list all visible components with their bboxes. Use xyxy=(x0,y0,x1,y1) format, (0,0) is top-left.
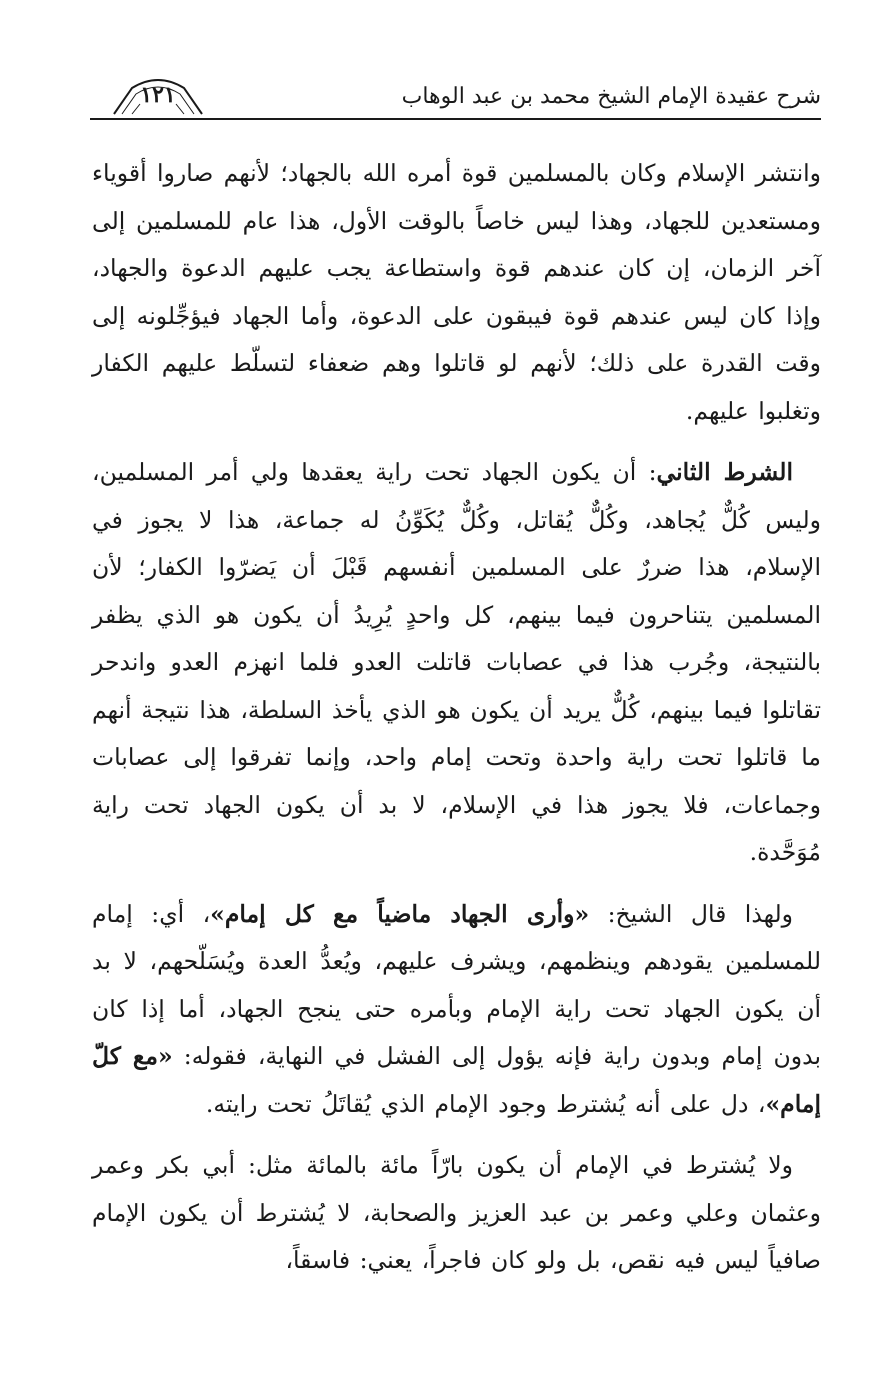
paragraph xyxy=(92,891,821,1129)
section-heading: الشرط الثاني xyxy=(656,458,793,486)
page-number: ١٢١ xyxy=(140,82,176,108)
paragraph xyxy=(92,1142,821,1285)
paragraph-text: ولا يُشترط في الإمام أن يكون بارّاً مائة بالمائة مثل: أبي بكر وعمر وعثمان وعلي وعمر بن عبد العزيز والصحابة، لا يُشترط أن يكون الإمام صافياً ليس فيه نقص، بل ولو كان فاجراً، يعني: فاسقاً، xyxy=(92,1151,821,1274)
quoted-text: «مع كلّ إمام» xyxy=(92,1042,821,1118)
running-title: شرح عقيدة الإمام الشيخ محمد بن عبد الوهاب xyxy=(401,84,821,109)
paragraph-text: وانتشر الإسلام وكان بالمسلمين قوة أمره الله بالجهاد؛ لأنهم صاروا أقوياء ومستعدين للجهاد، وهذا ليس خاصاً بالوقت الأول، هذا عام للمسلمين إلى آخر الزمان، إن كان عندهم قوة واستطاعة يجب عليهم الدعوة والجهاد، وإذا كان ليس عندهم قوة فيبقون على الدعوة، وأما الجهاد فيؤجِّلونه إلى وقت القدرة على ذلك؛ لأنهم لو قاتلوا وهم ضعفاء لتسلّط عليهم الكفار وتغلبوا عليهم. xyxy=(92,159,821,425)
paragraph xyxy=(92,150,821,435)
quoted-text: «وأرى الجهاد ماضياً مع كل إمام» xyxy=(210,899,590,928)
body-text xyxy=(92,150,821,1285)
paragraph-text: ولهذا قال الشيخ: xyxy=(589,899,793,928)
page-number-ornament xyxy=(110,74,206,116)
header-divider xyxy=(90,118,821,120)
paragraph-text: : أن يكون الجهاد تحت راية يعقدها ولي أمر المسلمين، وليس كُلٌّ يُجاهد، وكُلٌّ يُقاتل، وكُلٌّ يُكَوِّنُ له جماعة، هذا لا يجوز في الإسلام، هذا ضررٌ على المسلمين أنفسهم قَبْلَ أن يَضرّوا الكفار؛ لأن المسلمين يتناحرون فيما بينهم، كل واحدٍ يُرِيدُ أن يكون هو الذي يظفر بالنتيجة، وجُرب هذا في عصابات قاتلت العدو فلما انهزم العدو واندحر تقاتلوا فيما بينهم، كُلٌّ يريد أن يكون هو الذي يأخذ السلطة، هذا نتيجة أنهم ما قاتلوا تحت راية واحدة وتحت إمام واحد، وإنما تفرقوا إلى عصابات وجماعات، فلا يجوز هذا في الإسلام، لا بد أن يكون الجهاد تحت راية مُوَحَّدة. xyxy=(92,458,821,866)
paragraph-text: ، أي: إمام للمسلمين يقودهم وينظمهم، ويشرف عليهم، ويُعدُّ العدة ويُسَلّحهم، لا بد أن يكون الجهاد تحت راية الإمام وبأمره حتى ينجح الجهاد، أما إذا كان بدون إمام وبدون راية فإنه يؤول إلى الفشل في النهاية، فقوله: xyxy=(92,899,821,1070)
page-header xyxy=(90,70,821,120)
paragraph xyxy=(92,449,821,877)
paragraph-text: ، دل على أنه يُشترط وجود الإمام الذي يُقاتَلُ تحت رايته. xyxy=(205,1089,766,1118)
